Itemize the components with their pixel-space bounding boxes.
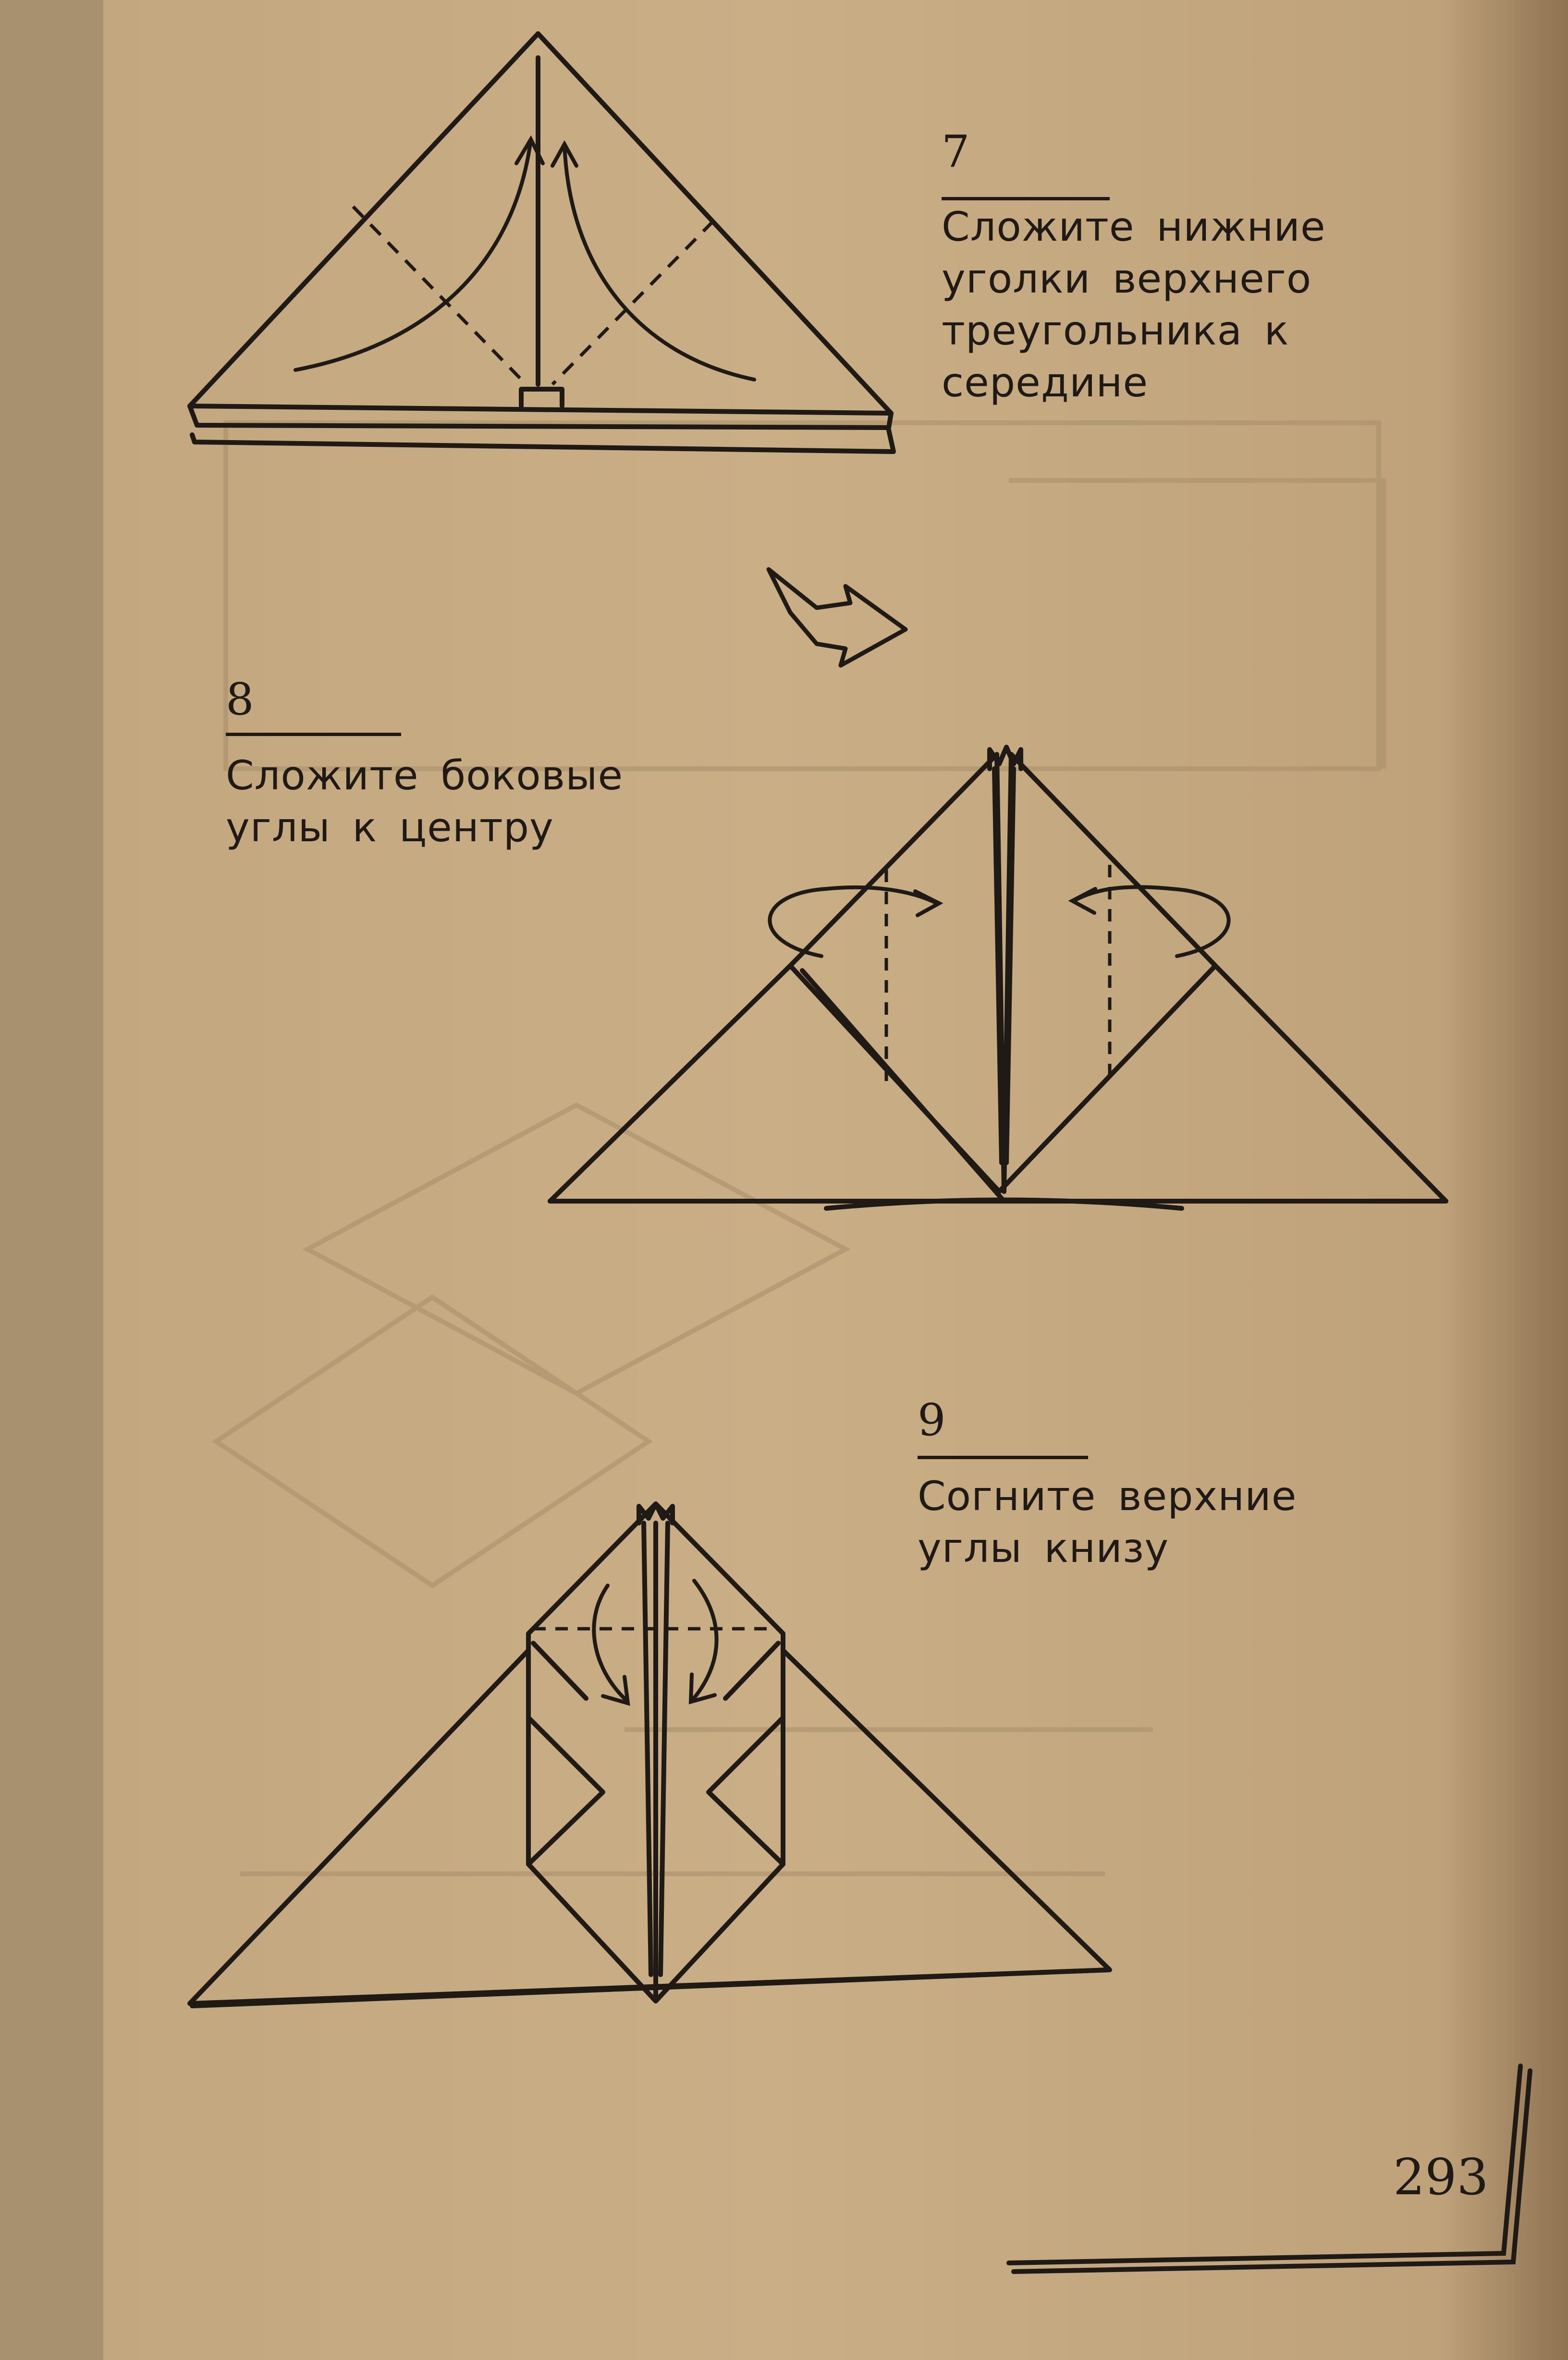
step-7-number: 7 bbox=[942, 126, 970, 177]
step-7-caption: Сложите нижние уголки верхнего треугольника к середине bbox=[942, 203, 1326, 406]
step-8-caption: Сложите боковые углы к центру bbox=[226, 752, 624, 851]
page-number: 293 bbox=[1393, 2148, 1489, 2206]
step-8-number: 8 bbox=[226, 674, 254, 725]
step-9-caption: Согните верхние углы книзу bbox=[918, 1473, 1297, 1572]
step-9-number: 9 bbox=[918, 1394, 946, 1446]
